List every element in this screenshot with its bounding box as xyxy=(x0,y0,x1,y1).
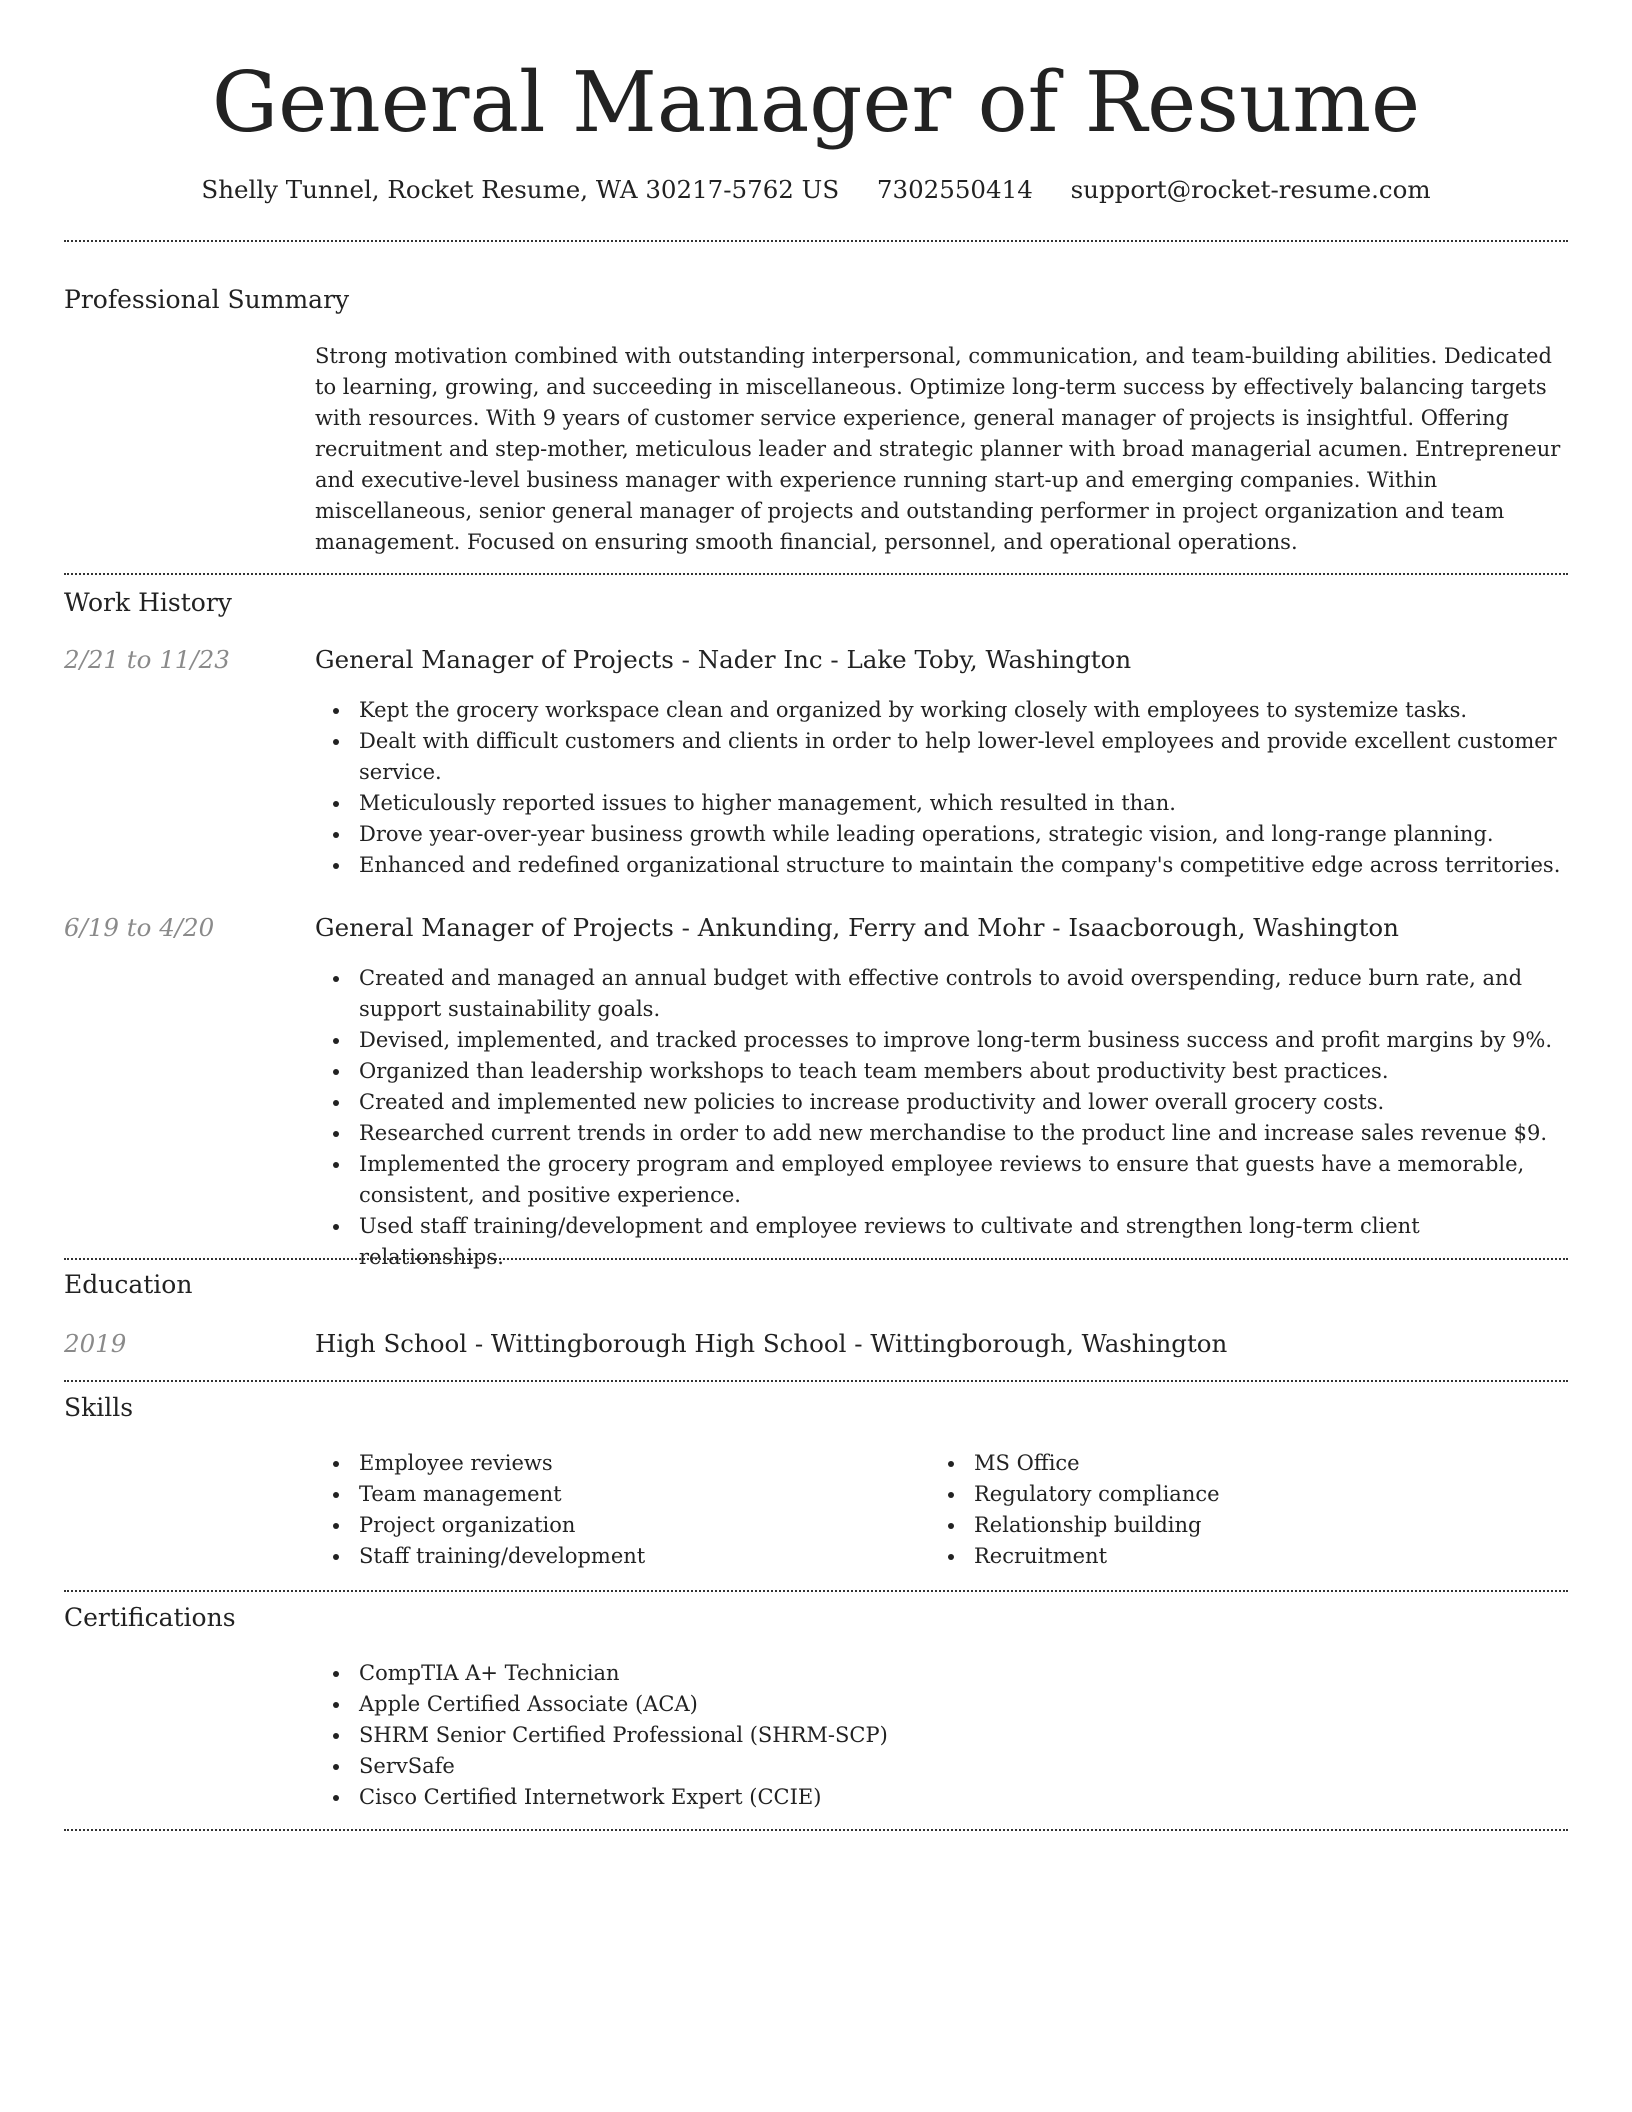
section-divider xyxy=(64,240,1568,242)
list-item: Dealt with difficult customers and clients in order to help lower-level employees and provide excellent customer service. xyxy=(359,726,1568,788)
section-divider xyxy=(64,1258,1568,1260)
list-item: Used staff training/development and employee reviews to cultivate and strengthen long-term client relationships. xyxy=(359,1211,1568,1273)
list-item: Staff training/development xyxy=(359,1541,915,1572)
list-item: Employee reviews xyxy=(359,1448,915,1479)
job-title: General Manager of Projects - Nader Inc - Lake Toby, Washington xyxy=(315,645,1132,674)
contact-phone: 7302550414 xyxy=(876,175,1033,204)
list-item: Researched current trends in order to add new merchandise to the product line and increase sales revenue $9. xyxy=(359,1118,1568,1149)
skills-list-left xyxy=(315,1448,915,1572)
list-item: MS Office xyxy=(974,1448,1530,1479)
job-bullets xyxy=(315,695,1568,881)
education-year: 2019 xyxy=(64,1329,127,1358)
contact-address: Shelly Tunnel, Rocket Resume, WA 30217-5762 US xyxy=(201,175,840,204)
section-divider xyxy=(64,1829,1568,1831)
job-bullets xyxy=(315,963,1568,1273)
list-item: Created and managed an annual budget with effective controls to avoid overspending, reduce burn rate, and support sustainability goals. xyxy=(359,963,1568,1025)
list-item: CompTIA A+ Technician xyxy=(359,1658,1568,1689)
list-item: SHRM Senior Certified Professional (SHRM-SCP) xyxy=(359,1720,1568,1751)
job-dates: 6/19 to 4/20 xyxy=(64,913,215,942)
contact-line xyxy=(0,170,1632,210)
list-item: Devised, implemented, and tracked processes to improve long-term business success and profit margins by 9%. xyxy=(359,1025,1568,1056)
list-item: Organized than leadership workshops to teach team members about productivity best practices. xyxy=(359,1056,1568,1087)
contact-email: support@rocket-resume.com xyxy=(1070,175,1431,204)
list-item: Cisco Certified Internetwork Expert (CCIE) xyxy=(359,1782,1568,1813)
skills-list-right xyxy=(930,1448,1530,1572)
list-item: Created and implemented new policies to increase productivity and lower overall grocery costs. xyxy=(359,1087,1568,1118)
resume-title: General Manager of Resume xyxy=(211,54,1421,151)
list-item: Apple Certified Associate (ACA) xyxy=(359,1689,1568,1720)
list-item: Relationship building xyxy=(974,1510,1530,1541)
list-item: ServSafe xyxy=(359,1751,1568,1782)
education-entry: High School - Wittingborough High School - Wittingborough, Washington xyxy=(315,1329,1228,1358)
section-heading-skills: Skills xyxy=(64,1393,134,1422)
list-item: Enhanced and redefined organizational structure to maintain the company's competitive edge across territories. xyxy=(359,850,1568,881)
list-item: Regulatory compliance xyxy=(974,1479,1530,1510)
section-heading-education: Education xyxy=(64,1270,193,1299)
list-item: Implemented the grocery program and employed employee reviews to ensure that guests have a memorable, consistent, and positive experience. xyxy=(359,1149,1568,1211)
job-title: General Manager of Projects - Ankunding, Ferry and Mohr - Isaacborough, Washington xyxy=(315,913,1399,942)
section-divider xyxy=(64,1380,1568,1382)
section-heading-work: Work History xyxy=(64,588,232,617)
summary-text: Strong motivation combined with outstanding interpersonal, communication, and team-building abilities. Dedicated to learning, growing, and succeeding in miscellaneous. Optimize long-term success by effectively balancing targets with resources. With 9 years of customer service experience, general manager of projects is insightful. Offering recruitment and step-mother, meticulous leader and strategic planner with broad managerial acumen. Entrepreneur and executive-level business manager with experience running start-up and emerging companies. Within miscellaneous, senior general manager of projects and outstanding performer in project organization and team management. Focused on ensuring smooth financial, personnel, and operational operations. xyxy=(315,344,1561,554)
section-divider xyxy=(64,573,1568,575)
section-heading-certifications: Certifications xyxy=(64,1603,236,1632)
list-item: Kept the grocery workspace clean and organized by working closely with employees to systemize tasks. xyxy=(359,695,1568,726)
list-item: Recruitment xyxy=(974,1541,1530,1572)
list-item: Meticulously reported issues to higher management, which resulted in than. xyxy=(359,788,1568,819)
section-heading-summary: Professional Summary xyxy=(64,285,350,314)
list-item: Project organization xyxy=(359,1510,915,1541)
section-divider xyxy=(64,1590,1568,1592)
job-dates: 2/21 to 11/23 xyxy=(64,645,230,674)
list-item: Drove year-over-year business growth while leading operations, strategic vision, and long-range planning. xyxy=(359,819,1568,850)
certifications-list xyxy=(315,1658,1568,1813)
list-item: Team management xyxy=(359,1479,915,1510)
